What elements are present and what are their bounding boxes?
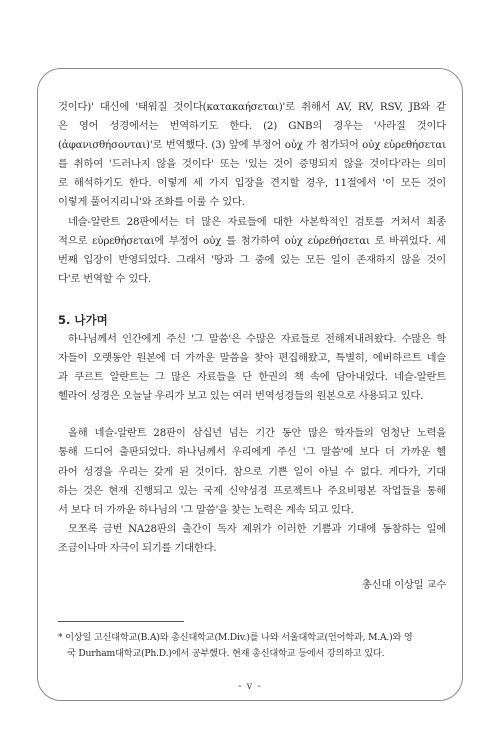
section-heading: 5. 나가며 — [58, 312, 108, 327]
text-line: 를 취하여 '드러나지 않을 것이다' 또는 '있는 것이 증명되지 않을 것이다'라는 의미 — [58, 158, 446, 171]
text-line: 다'로 번역할 수 있다. — [58, 272, 151, 285]
text-line: 올해 네슬-알란트 28판이 삼십년 넘는 기간 동안 많은 학자들의 엄청난 노력을 — [68, 427, 446, 440]
text-line: 통해 드디어 출판되었다. 하나님께서 우리에게 주신 '그 말씀'에 보다 더 가까운 헬 — [58, 446, 446, 459]
text-line: 라어 성경을 우리는 갖게 된 것이다. 참으로 기쁜 일이 아닐 수 없다. 게다가, 기대 — [58, 465, 446, 478]
text-line: (ἀφανισθήσονται)'로 번역했다. (3) 앞에 부정어 οὐχ 가 첨가되어 οὐχ εὑρεθήσεται — [58, 139, 446, 152]
text-line: 번째 입장이 반영되었다. 그래서 '땅과 그 중에 있는 모든 일이 존재하지 않을 것이 — [58, 253, 446, 266]
text-line: 적으로 εὑρεθήσεται에 부정어 οὐχ 를 첨가하여 οὐχ εὑρεθήσεται 로 바뀌었다. 세 — [58, 234, 446, 247]
page-body — [58, 98, 446, 595]
text-line: 조금이나마 자극이 되기를 기대한다. — [58, 541, 217, 554]
text-line: 로 해석하기도 한다. 이렇게 세 가지 입장을 견지할 경우, 11절에서 '이 모든 것이 — [58, 177, 446, 190]
paragraph-na28-reading-cont — [58, 232, 446, 289]
text-line: 헬라어 성경은 오늘날 우리가 보고 있는 여러 번역성경들의 원본으로 사용되고 있다. — [58, 390, 424, 403]
paragraph-conclusion-2 — [58, 424, 446, 558]
text-line: 자들이 오랫동안 원본에 더 가까운 말씀을 찾아 편집해왔고, 특별히, 에버하르트 네슬 — [58, 352, 446, 365]
text-line: 서 보다 더 가까운 하나님의 '그 말씀'을 찾는 노력은 계속 되고 있다. — [58, 503, 354, 516]
text-line: 과 쿠르트 알란트는 그 많은 자료들을 단 한권의 책 속에 담아내었다. 네슬-알란트 — [58, 371, 446, 384]
author-signature: 총신대 이상일 교수 — [361, 578, 446, 591]
text-line: 이렇게 풀어지리니'와 조화를 이룰 수 있다. — [58, 196, 245, 209]
page-number: - v - — [238, 681, 262, 692]
paragraph-conclusion-1 — [58, 330, 446, 406]
text-line: 하나님께서 인간에게 주신 '그 말씀'은 수많은 자료들로 전해져내려왔다. 수많은 학 — [68, 332, 446, 345]
author-footnote — [58, 630, 446, 662]
paragraph-greek-variants — [58, 98, 446, 213]
text-line: 은 영어 성경에서는 번역하기도 한다. (2) GNB의 경우는 '사라질 것이다 — [58, 120, 446, 133]
text-line: 모쪼록 금번 NA28판의 출간이 독자 제위가 이러한 기쁨과 기대에 동참하는 일에 — [68, 522, 446, 535]
text-line: 네슬-알란트 28판에서는 더 많은 자료들에 대한 사본학적인 검토를 거쳐서 최종 — [68, 215, 446, 228]
footnote-divider — [58, 621, 184, 622]
footnote-line: 국 Durham대학교(Ph.D.)에서 공부했다. 현재 총신대학교 등에서 강의하고 있다. — [67, 648, 385, 659]
text-line: 것이다)' 대신에 '태워질 것이다(κατακαήσεται)'로 취해서 AV, RV, RSV, JB와 같 — [58, 101, 446, 113]
footnote-line: * 이상일 고신대학교(B.A)와 총신대학교(M.Div.)를 나와 서울대학교(언어학과, M.A.)와 영 — [58, 632, 413, 643]
text-line: 하는 것은 현재 진행되고 있는 국제 신약성경 프로젝트나 주요비평본 작업들을 통해 — [58, 484, 446, 497]
paragraph-na28-reading — [58, 213, 446, 232]
